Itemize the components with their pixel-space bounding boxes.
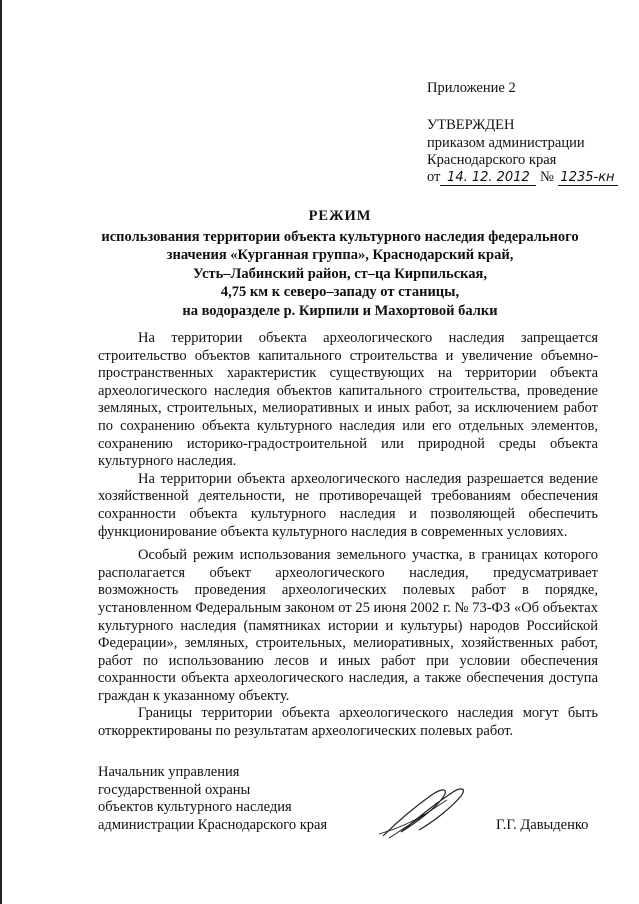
title-line: 4,75 км к северо–западу от станицы,	[220, 284, 460, 300]
signatory-position	[98, 764, 327, 835]
title-line: использования территории объекта культурного наследия федерального	[101, 228, 579, 245]
region-label: Краснодарского края	[427, 152, 557, 168]
document-title	[40, 207, 639, 320]
document-body	[98, 330, 598, 741]
title-line: значения «Курганная группа», Краснодарский край,	[166, 247, 514, 263]
title-main: РЕЖИМ	[308, 208, 372, 224]
approved-label: УТВЕРЖДЕН	[427, 117, 515, 133]
paragraph: На территории объекта археологического наследия разрешается ведение хозяйственной деятельности, не противоречащей требованиям обеспечения сохранности объекта культурного наследия и позволяющей обеспечить функционирование объекта культурного наследия в современных условиях.	[98, 470, 598, 540]
order-label: приказом администрации	[427, 135, 585, 151]
paragraph: Границы территории объекта археологического наследия могут быть откорректированы по результатам археологических полевых работ.	[98, 705, 598, 740]
title-line: Усть–Лабинский район, ст–ца Кирпильская,	[193, 265, 487, 282]
title-line: на водоразделе р. Кирпили и Махортовой балки	[182, 302, 498, 319]
paragraph: На территории объекта археологического наследия запрещается строительство объектов капитального строительства и увеличение объемно-пространственных характеристик существующих на территории объекта археологического наследия объектов капитального строительства, проведение земляных, строительных, мелиоративных и иных работ, за исключением работ по сохранению объекта культурного наследия или его отдельных элементов, сохранению историко-градостроительной или природной среды объекта культурного наследия.	[98, 330, 598, 470]
order-date: 14. 12. 2012	[440, 170, 536, 186]
number-sign: №	[540, 169, 554, 185]
order-date-line	[427, 169, 618, 186]
position-line: Начальник управления	[98, 764, 240, 780]
paragraph: Особый режим использования земельного участка, в границах которого располагается объект археологического наследия, предусматривает возможность проведения археологических полевых работ в порядке, установленном Федеральным законом от 25 июня 2002 г. № 73-ФЗ «Об объектах культурного наследия (памятниках истории и культуры) народов Российской Федерации», земляных, строительных, мелиоративных, хозяйственных работ, работ по использованию лесов и иных работ при условии обеспечения сохранности объекта археологического наследия, а также обеспечения доступа граждан к указанному объекту.	[98, 547, 598, 704]
position-line: объектов культурного наследия	[98, 799, 292, 816]
position-line: администрации Краснодарского края	[98, 817, 328, 834]
appendix-label: Приложение 2	[427, 80, 516, 96]
date-prefix: от	[427, 169, 441, 185]
handwritten-signature	[375, 784, 475, 842]
position-line: государственной охраны	[98, 781, 251, 798]
page-edge	[0, 0, 2, 904]
order-number: 1235-кн	[558, 170, 618, 186]
signatory-name: Г.Г. Давыденко	[496, 817, 589, 833]
